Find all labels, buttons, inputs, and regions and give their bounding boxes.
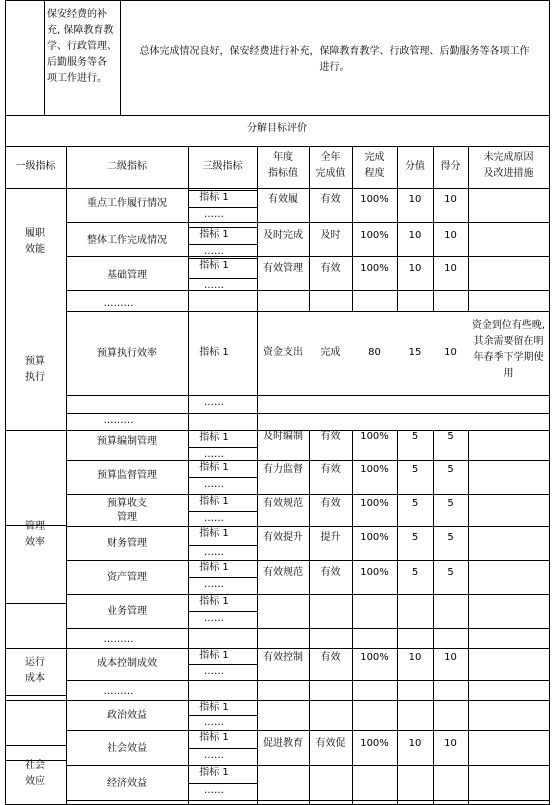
metric-label: 指标 1 <box>199 596 229 607</box>
grid-line-v <box>352 700 353 731</box>
grid-line-v <box>433 290 434 312</box>
grid-line-v <box>397 700 398 731</box>
l2-r17: 社会效益 <box>107 743 147 754</box>
metric-ellipsis: …… <box>204 547 224 558</box>
metric-ellipsis: …… <box>204 513 224 524</box>
grid-line-v <box>468 222 469 257</box>
grid-line-v <box>352 594 353 629</box>
header-degree: 完成 <box>364 152 385 163</box>
score-r8: 5 <box>411 464 419 475</box>
target-r9: 有效规范 <box>263 498 303 509</box>
got-r9: 5 <box>447 498 454 509</box>
reason-r5: 资金到位有些晚, <box>471 320 546 331</box>
target-r11: 有效规范 <box>263 567 303 578</box>
metric-ellipsis: …… <box>204 397 224 408</box>
grid-line-v <box>468 765 469 801</box>
l2-r10: 财务管理 <box>107 538 147 549</box>
target-r17: 促进教育 <box>263 738 303 749</box>
grid-line-h <box>66 395 550 396</box>
header-score: 分值 <box>405 161 425 172</box>
grid-line-v <box>468 594 469 629</box>
l2-ellipsis: ……… <box>103 634 134 645</box>
grid-line-h <box>5 745 67 746</box>
grid-line-v <box>468 290 469 312</box>
score-r1: 10 <box>408 194 422 205</box>
grid-line-h <box>66 460 550 461</box>
metric-ellipsis: …… <box>204 666 224 677</box>
group-shehui: 效应 <box>25 776 45 787</box>
summary-left-line: 保安经费的补 <box>47 9 107 20</box>
grid-line-h <box>66 560 550 561</box>
actual-r8: 有效 <box>320 464 341 475</box>
target-r7: 及时编制 <box>263 431 303 442</box>
grid-line-h <box>66 648 550 649</box>
l2-r11: 资产管理 <box>107 572 147 583</box>
metric-label: 指标 1 <box>199 732 229 743</box>
grid-line-h <box>5 0 550 1</box>
target-r8: 有力监督 <box>263 464 303 475</box>
summary-left-line: 后勤服务等各 <box>47 57 107 68</box>
metric-label: 指标 1 <box>199 650 229 661</box>
group-guanli: 效率 <box>25 537 45 548</box>
metric-label: 指标 1 <box>199 260 229 271</box>
grid-line-h <box>66 680 550 681</box>
grid-line-v <box>309 290 310 312</box>
metric-label: 指标 1 <box>199 229 229 240</box>
summary-left-line: 学、行政管理、 <box>47 41 117 52</box>
grid-line-v <box>468 526 469 561</box>
grid-line-v <box>433 680 434 701</box>
target-r5: 资金支出 <box>263 347 303 358</box>
metric-label: 指标 1 <box>199 462 229 473</box>
metric-label: 指标 1 <box>199 702 229 713</box>
actual-r7: 有效 <box>320 431 341 442</box>
l2-r12: 业务管理 <box>107 606 147 617</box>
grid-line-v <box>309 594 310 629</box>
score-r2: 10 <box>408 230 422 241</box>
header-l2: 二级指标 <box>107 161 147 172</box>
grid-line-h <box>66 222 550 223</box>
section-title: 分解目标评价 <box>247 123 307 134</box>
grid-line-v <box>433 800 434 805</box>
grid-line-v <box>352 628 353 649</box>
grid-line-v <box>468 648 469 681</box>
l2-r7: 预算编制管理 <box>97 436 157 447</box>
got-r10: 5 <box>447 532 454 543</box>
grid-line-v <box>257 700 258 731</box>
metric-label: 指标 1 <box>199 562 229 573</box>
grid-line-v <box>468 188 469 223</box>
metric-ellipsis: …… <box>204 449 224 460</box>
got-r1: 10 <box>444 194 457 205</box>
grid-line-v <box>44 0 45 116</box>
got-r3: 10 <box>444 263 457 274</box>
grid-line-h <box>66 526 550 527</box>
degree-r10: 100% <box>360 532 389 543</box>
actual-r5: 完成 <box>320 347 341 358</box>
got-r11: 5 <box>447 567 454 578</box>
grid-line-v <box>309 628 310 649</box>
grid-line-v <box>468 628 469 649</box>
got-r17: 10 <box>444 738 457 749</box>
summary-left-line: 充, 保障教育教 <box>47 25 114 36</box>
grid-line-v <box>468 256 469 291</box>
degree-r14: 100% <box>360 652 389 663</box>
score-r10: 5 <box>411 532 419 543</box>
actual-r9: 有效 <box>320 498 341 509</box>
header-reason: 未完成原因 <box>483 152 534 163</box>
group-yusuan: 预算 <box>25 356 45 367</box>
grid-line-v <box>309 800 310 805</box>
l2-ellipsis: ……… <box>103 298 134 309</box>
grid-line-v <box>468 800 469 805</box>
header-got: 得分 <box>440 161 461 172</box>
metric-ellipsis: …… <box>204 613 224 624</box>
grid-line-v <box>397 800 398 805</box>
score-r14: 10 <box>408 652 422 663</box>
degree-r17: 100% <box>360 738 389 749</box>
reason-r5: 年春季下学期使 <box>473 352 544 363</box>
l2-ellipsis: ……… <box>103 686 134 697</box>
grid-line-v <box>397 628 398 649</box>
got-r5: 10 <box>444 347 457 358</box>
grid-line-v <box>549 0 550 805</box>
got-r14: 10 <box>444 652 457 663</box>
group-guanli: 管理 <box>25 521 45 532</box>
l2-r2: 整体工作完成情况 <box>87 235 167 246</box>
metric-label: 指标 1 <box>199 528 229 539</box>
grid-line-v <box>257 395 258 414</box>
header-target: 年度 <box>273 152 293 163</box>
grid-line-v <box>352 765 353 801</box>
grid-line-h <box>5 700 67 701</box>
reason-r5: 其余需要留在明 <box>473 336 544 347</box>
grid-line-h <box>66 730 550 731</box>
header-actual: 完成值 <box>315 168 346 179</box>
grid-line-v <box>352 800 353 805</box>
header-l3: 三级指标 <box>202 161 243 172</box>
grid-line-v <box>397 290 398 312</box>
l2-r5: 预算执行效率 <box>97 348 157 359</box>
grid-line-h <box>5 430 67 431</box>
grid-line-v <box>257 628 258 649</box>
grid-line-v <box>433 700 434 731</box>
grid-line-v <box>257 800 258 805</box>
grid-line-h <box>66 800 550 801</box>
reason-r5: 用 <box>503 368 514 379</box>
metric-ellipsis: …… <box>204 280 224 291</box>
grid-line-v <box>468 680 469 701</box>
metric-ellipsis: …… <box>204 785 224 796</box>
grid-line-h <box>66 494 550 495</box>
grid-line-v <box>257 594 258 629</box>
grid-line-v <box>257 680 258 701</box>
grid-line-v <box>352 290 353 312</box>
metric-ellipsis: …… <box>204 209 224 220</box>
grid-line-v <box>433 765 434 801</box>
target-r2: 及时完成 <box>263 230 303 241</box>
actual-r14: 有效 <box>320 652 341 663</box>
metric-label: 指标 1 <box>199 192 229 203</box>
grid-line-v <box>468 730 469 766</box>
summary-right-line: 总体完成情况良好，保安经费进行补充，保障教育教学、行政管理、后勤服务等各项工作 <box>139 46 530 57</box>
grid-line-v <box>433 594 434 629</box>
grid-line-v <box>309 765 310 801</box>
actual-r3: 有效 <box>320 263 341 274</box>
grid-line-v <box>257 765 258 801</box>
grid-line-h <box>66 628 550 629</box>
target-r3: 有效管理 <box>263 263 303 274</box>
grid-line-h <box>66 700 550 701</box>
metric-ellipsis: …… <box>204 246 224 257</box>
degree-r11: 100% <box>360 567 389 578</box>
degree-r2: 100% <box>360 230 389 241</box>
score-r11: 5 <box>411 567 419 578</box>
got-r8: 5 <box>447 464 454 475</box>
metric-label: 指标 1 <box>199 347 229 358</box>
degree-r7: 100% <box>360 431 389 442</box>
header-actual: 全年 <box>320 152 341 163</box>
header-target: 指标值 <box>268 168 298 179</box>
grid-line-h <box>5 188 67 189</box>
got-r2: 10 <box>444 230 457 241</box>
actual-r2: 及时 <box>320 230 341 241</box>
grid-line-h <box>5 603 67 604</box>
score-r3: 10 <box>408 263 422 274</box>
score-r7: 5 <box>411 431 419 442</box>
grid-line-v <box>468 460 469 495</box>
group-lvzhi: 效能 <box>25 244 45 255</box>
summary-right-line: 进行。 <box>319 62 350 73</box>
group-yusuan: 执行 <box>25 372 45 383</box>
metric-ellipsis: …… <box>204 579 224 590</box>
grid-line-h <box>5 695 67 696</box>
grid-line-h <box>66 256 550 257</box>
grid-line-v <box>433 628 434 649</box>
grid-line-h <box>66 290 550 291</box>
header-reason: 及改进措施 <box>483 168 534 179</box>
score-r9: 5 <box>411 498 419 509</box>
got-r7: 5 <box>447 431 454 442</box>
header-degree: 程度 <box>364 168 385 179</box>
actual-r1: 有效 <box>320 194 341 205</box>
l2-r16: 政治效益 <box>107 710 147 721</box>
grid-line-h <box>5 115 550 116</box>
target-r14: 有效控制 <box>263 652 303 663</box>
degree-r8: 100% <box>360 464 389 475</box>
grid-line-v <box>468 560 469 595</box>
actual-r10: 提升 <box>320 532 341 543</box>
grid-line-v <box>352 680 353 701</box>
grid-line-v <box>309 700 310 731</box>
actual-r17: 有效促 <box>315 738 346 749</box>
group-shehui: 社会 <box>25 760 45 771</box>
grid-line-v <box>397 594 398 629</box>
actual-r11: 有效 <box>320 567 341 578</box>
grid-line-h <box>66 594 550 595</box>
grid-line-h <box>66 146 550 147</box>
l2-r18: 经济效益 <box>107 778 147 789</box>
score-r17: 10 <box>408 738 422 749</box>
l2-r9: 管理 <box>117 512 137 523</box>
group-yunxing: 运行 <box>25 657 45 668</box>
l2-r8: 预算监督管理 <box>97 470 157 481</box>
degree-r9: 100% <box>360 498 389 509</box>
l2-r3: 基础管理 <box>107 270 147 281</box>
grid-line-h <box>5 146 67 147</box>
l2-ellipsis: ……… <box>103 415 134 426</box>
metric-label: 指标 1 <box>199 767 229 778</box>
grid-line-v <box>397 680 398 701</box>
header-l1: 一级指标 <box>15 161 56 172</box>
degree-r5: 80 <box>368 347 381 358</box>
grid-line-v <box>309 680 310 701</box>
grid-line-h <box>66 765 550 766</box>
metric-ellipsis: …… <box>204 479 224 490</box>
target-r1: 有效履 <box>268 194 298 205</box>
degree-r3: 100% <box>360 263 389 274</box>
degree-r1: 100% <box>360 194 389 205</box>
group-yunxing: 成本 <box>25 673 45 684</box>
target-r10: 有效提升 <box>263 532 303 543</box>
grid-line-v <box>397 765 398 801</box>
metric-ellipsis: …… <box>204 750 224 761</box>
grid-line-v <box>468 700 469 731</box>
metric-label: 指标 1 <box>199 496 229 507</box>
grid-line-h <box>66 188 550 189</box>
metric-label: 指标 1 <box>199 432 229 443</box>
l2-r9: 预算收支 <box>107 498 147 509</box>
l2-r14: 成本控制成效 <box>97 658 157 669</box>
grid-line-v <box>257 290 258 312</box>
grid-line-v <box>468 494 469 527</box>
l2-r1: 重点工作履行情况 <box>87 198 167 209</box>
grid-line-v <box>468 430 469 461</box>
score-r5: 15 <box>408 347 422 358</box>
metric-ellipsis: …… <box>204 717 224 728</box>
group-lvzhi: 履职 <box>25 228 45 239</box>
grid-line-h <box>5 648 67 649</box>
summary-left-line: 项工作进行。 <box>47 73 107 84</box>
